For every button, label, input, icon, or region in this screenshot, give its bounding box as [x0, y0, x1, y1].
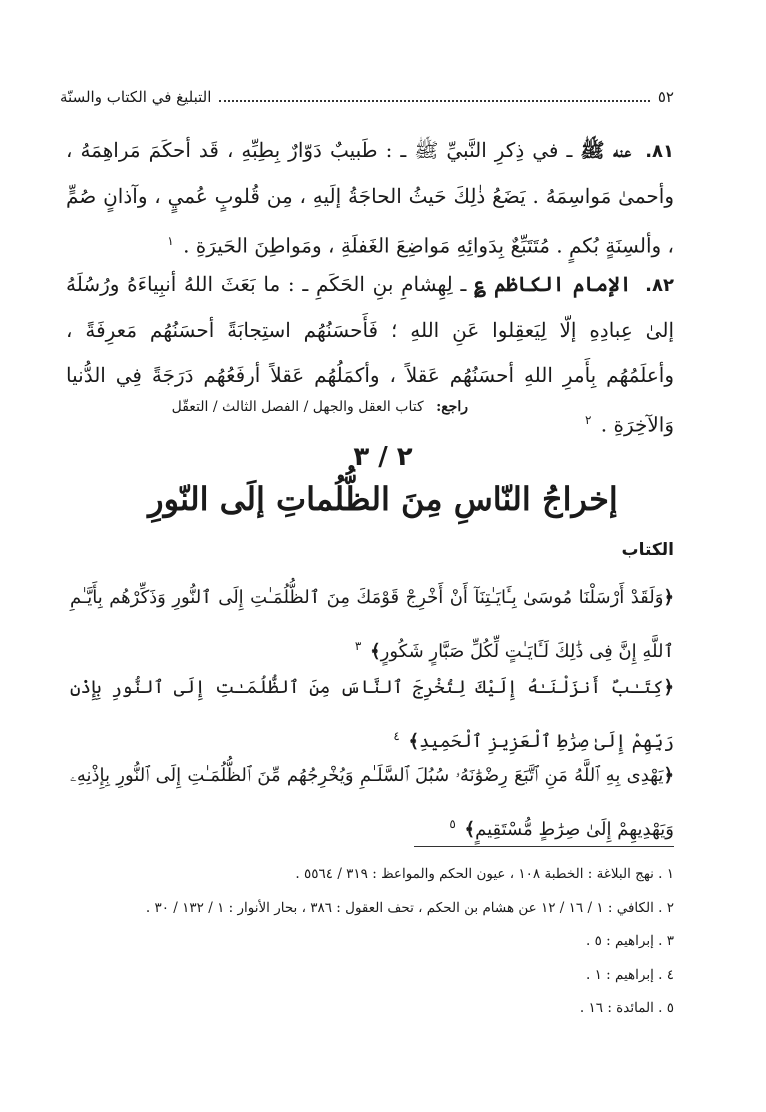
quran-verse-2 [70, 664, 674, 766]
hadith-number: ٨١. [645, 141, 675, 162]
footnote-4: ٤ . إبراهيم : ١ . [585, 966, 674, 983]
hadith-82 [66, 262, 674, 448]
verse-close-bracket: ﴾ [370, 641, 381, 662]
verse-text: كِتَـٰبٌ أَنزَلْنَـٰهُ إِلَيْكَ لِتُخْرِجَ ٱلنَّاسَ مِنَ ٱلظُّلُمَـٰتِ إِلَى ٱلنُّورِ بِإِذْنِ رَبِّهِمْ إِلَىٰ صِرَٰطِ ٱلْعَزِيزِ ٱلْحَمِيدِ [70, 677, 674, 752]
verse-text: يَهْدِى بِهِ ٱللَّهُ مَنِ ٱتَّبَعَ رِضْوَٰنَهُۥ سُبُلَ ٱلسَّلَـٰمِ وَيُخْرِجُهُم مِّنَ ٱلظُّلُمَـٰتِ إِلَى ٱلنُّورِ بِإِذْنِهِۦ وَيَهْدِيهِمْ إِلَىٰ صِرَٰطٍ مُّسْتَقِيمٍ [70, 765, 674, 840]
verse-open-bracket: ﴿ [663, 587, 674, 608]
verse-open-bracket: ﴿ [663, 677, 674, 698]
hadith-narrator: الإمام الكاظم ؏ [474, 272, 632, 296]
hadith-number: ٨٢. [645, 275, 674, 296]
running-header [60, 88, 674, 106]
section-number: ٢ / ٣ [353, 442, 413, 472]
verse-text: وَلَقَدْ أَرْسَلْنَا مُوسَىٰ بِـَٔايَـٰتِنَآ أَنْ أَخْرِجْ قَوْمَكَ مِنَ ٱلظُّلُمَـٰتِ إِلَى ٱلنُّورِ وَذَكِّرْهُم بِأَيَّـٰمِ ٱللَّهِ إِنَّ فِى ذَٰلِكَ لَـَٔايَـٰتٍ لِّكُلِّ صَبَّارٍ شَكُورٍ [70, 587, 674, 662]
verse-close-bracket: ﴾ [464, 819, 476, 840]
quran-verse-1 [70, 574, 674, 676]
footnote-ref: ٣ [354, 639, 362, 653]
footnote-ref: ٥ [449, 817, 456, 831]
see-also-note [172, 399, 468, 415]
section-title: إخراجُ النّاسِ مِنَ الظُّلُماتِ إلَى النّورِ [148, 480, 618, 518]
header-dot-leader [219, 100, 649, 102]
see-also-label: راجع: [436, 399, 468, 415]
hadith-text: ـ لِهِشامِ بنِ الحَكَمِ ـ : ما بَعَثَ اللهُ أنبِياءَهُ ورُسُلَهُ إلىٰ عِبادِهِ إلّا لِيَعقِلوا عَنِ اللهِ ؛ فَأَحسَنُهُم استِجابَةً أحسَنُهُم مَعرِفَةً ، وأعلَمُهُم بِأَمرِ اللهِ أحسَنُهُم عَقلاً ، وأكمَلُهُم عَقلاً أرفَعُهُم دَرَجَةً فِي الدُّنيا وَالآخِرَةِ . [66, 272, 674, 437]
footnote-separator [414, 846, 674, 847]
footnote-2: ٢ . الكافي : ١ / ١٦ / ١٢ عن هشام بن الحكم ، تحف العقول : ٣٨٦ ، بحار الأنوار : ١ / ١٣٢ / ٣٠ . [145, 899, 674, 916]
footnote-ref: ١ [167, 234, 174, 248]
hadith-81 [66, 128, 674, 269]
subheading-book: الكتاب [621, 540, 674, 560]
see-also-text: كتاب العقل والجهل / الفصل الثالث / التعقّل [171, 399, 424, 415]
footnote-5: ٥ . المائدة : ١٦ . [579, 1000, 674, 1016]
hadith-narrator: عنه ﷺ [580, 138, 632, 162]
quran-verse-3 [70, 752, 674, 854]
footnote-3: ٣ . إبراهيم : ٥ . [585, 933, 674, 949]
footnote-ref: ٤ [393, 729, 400, 743]
book-title: التبليغ في الكتاب والسنّة [60, 88, 212, 106]
verse-close-bracket: ﴾ [408, 731, 420, 752]
footnotes [80, 862, 674, 1030]
footnote-ref: ٢ [584, 413, 592, 427]
footnote-1: ١ . نهج البلاغة : الخطبة ١٠٨ ، عيون الحكم والمواعظ : ٣١٩ / ٥٥٦٤ . [295, 866, 674, 882]
page-number: ٥٢ [657, 88, 674, 106]
verse-open-bracket: ﴿ [663, 765, 674, 786]
hadith-text: ـ في ذِكرِ النَّبيِّ ﷺ ـ : طَبيبٌ دَوّارٌ بِطِبِّهِ ، قَد أحكَمَ مَراهِمَهُ ، وأحمىٰ مَواسِمَهُ . يَضَعُ ذٰلِكَ حَيثُ الحاجَةُ إلَيهِ ، مِن قُلوبٍ عُميٍ ، وآذانٍ صُمٍّ ، وألسِنَةٍ بُكمٍ . مُتَتَبِّعٌ بِدَوائِهِ مَواضِعَ الغَفلَةِ ، ومَواطِنَ الحَيرَةِ . [66, 138, 674, 258]
